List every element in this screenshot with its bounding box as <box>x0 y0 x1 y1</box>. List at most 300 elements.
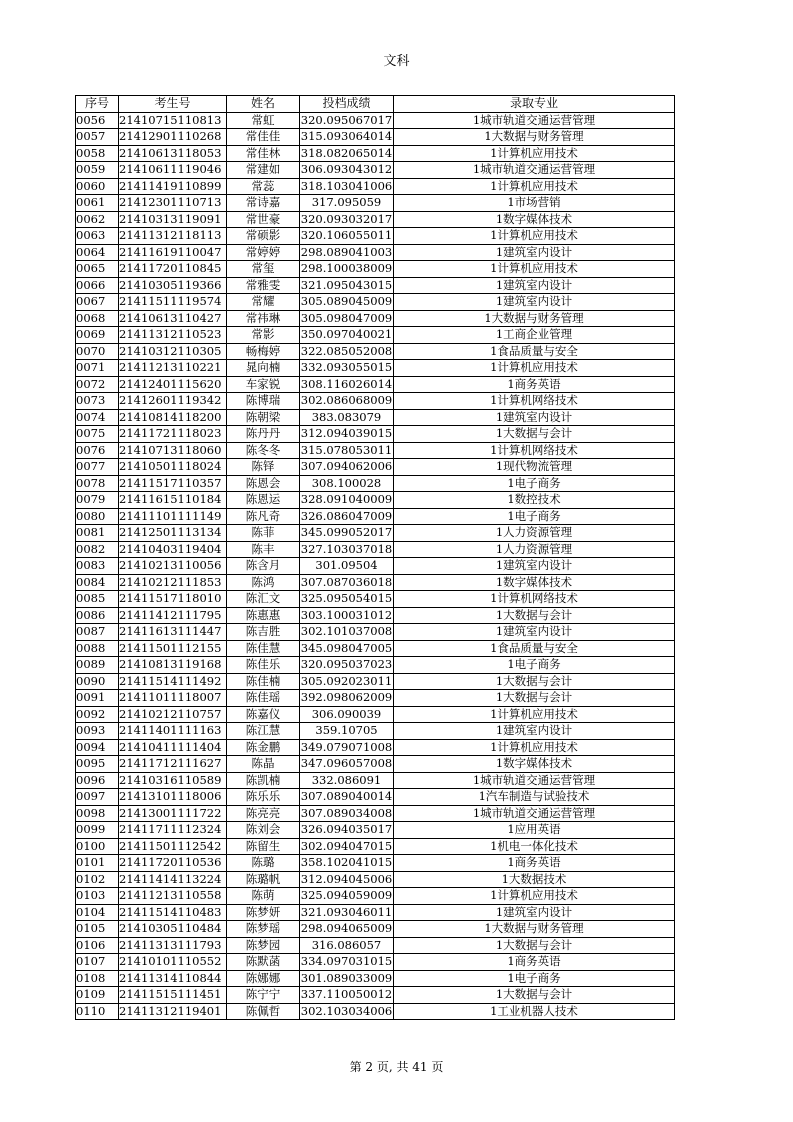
exam-id-cell: 21411213110558 <box>119 888 227 905</box>
exam-id-cell: 21412901110268 <box>119 129 227 146</box>
name-cell: 陈萌 <box>227 888 300 905</box>
name-cell: 陈佳乐 <box>227 657 300 674</box>
exam-id-cell: 21410312110305 <box>119 343 227 360</box>
seq-cell: 0108 <box>76 970 119 987</box>
major-cell: 1大数据与会计 <box>394 426 675 443</box>
seq-cell: 0094 <box>76 739 119 756</box>
score-cell: 308.116026014 <box>300 376 393 391</box>
score-cell: 325.095054015 <box>300 591 393 606</box>
table-row <box>76 723 675 740</box>
major-cell: 1大数据与会计 <box>394 673 675 690</box>
table-row <box>76 706 675 723</box>
name-cell: 陈佳楠 <box>227 673 300 690</box>
exam-id-cell: 21411721118023 <box>119 426 227 443</box>
table-row <box>76 657 675 674</box>
major-cell: 1工商企业管理 <box>394 327 675 344</box>
score-cell: 358.102041015 <box>300 855 393 870</box>
exam-id-cell: 21410316110589 <box>119 772 227 789</box>
seq-cell: 0068 <box>76 310 119 327</box>
major-cell: 1商务英语 <box>394 855 675 872</box>
name-cell: 陈乐乐 <box>227 789 300 806</box>
score-cell: 383.083079 <box>300 409 394 426</box>
score-cell: 318.103041006 <box>300 178 393 193</box>
seq-cell: 0084 <box>76 574 119 591</box>
major-cell: 1人力资源管理 <box>394 541 675 558</box>
seq-cell: 0064 <box>76 244 119 261</box>
seq-cell: 0069 <box>76 327 119 344</box>
exam-id-cell: 21410501118024 <box>119 459 227 476</box>
exam-id-cell: 21411101111149 <box>119 508 227 525</box>
major-cell: 1电子商务 <box>394 657 675 674</box>
name-cell: 陈晶 <box>227 756 300 773</box>
score-cell: 308.100028 <box>300 475 394 492</box>
exam-id-cell: 21410411111404 <box>119 739 227 756</box>
table-row <box>76 426 675 443</box>
exam-id-cell: 21410305119366 <box>119 277 227 294</box>
exam-id-cell: 21410611119046 <box>119 162 227 179</box>
seq-cell: 0096 <box>76 772 119 789</box>
exam-id-cell: 21410212110757 <box>119 706 227 723</box>
major-cell: 1商务英语 <box>394 376 675 393</box>
exam-id-cell: 21411501112155 <box>119 640 227 657</box>
name-cell: 陈汇文 <box>227 591 300 608</box>
table-row <box>76 607 675 624</box>
seq-cell: 0098 <box>76 805 119 822</box>
seq-cell: 0058 <box>76 145 119 162</box>
score-cell: 303.100031012 <box>300 607 393 622</box>
major-cell: 1汽车制造与试验技术 <box>394 789 675 806</box>
name-cell: 陈博瑞 <box>227 393 300 410</box>
seq-cell: 0110 <box>76 1003 119 1020</box>
seq-cell: 0085 <box>76 591 119 608</box>
seq-cell: 0060 <box>76 178 119 195</box>
exam-id-cell: 21410814118200 <box>119 409 227 426</box>
table-row <box>76 855 675 872</box>
seq-cell: 0103 <box>76 888 119 905</box>
table-row <box>76 805 675 822</box>
major-cell: 1建筑室内设计 <box>394 277 675 294</box>
seq-cell: 0056 <box>76 112 119 129</box>
score-cell: 347.096057008 <box>300 756 393 771</box>
name-cell: 陈凡奇 <box>227 508 300 525</box>
table-row <box>76 261 675 278</box>
seq-cell: 0086 <box>76 607 119 624</box>
table-header-row <box>76 96 675 113</box>
seq-cell: 0077 <box>76 459 119 476</box>
exam-id-cell: 21410813119168 <box>119 657 227 674</box>
seq-cell: 0097 <box>76 789 119 806</box>
seq-cell: 0102 <box>76 871 119 888</box>
seq-cell: 0093 <box>76 723 119 740</box>
name-cell: 陈凯楠 <box>227 772 300 789</box>
name-cell: 陈宁宁 <box>227 987 300 1004</box>
table-row <box>76 277 675 294</box>
exam-id-cell: 21410715110813 <box>119 112 227 129</box>
major-cell: 1电子商务 <box>394 475 675 492</box>
exam-id-cell: 21411712111627 <box>119 756 227 773</box>
table-row <box>76 162 675 179</box>
name-cell: 陈含月 <box>227 558 300 575</box>
name-cell: 常玺 <box>227 261 300 278</box>
exam-id-cell: 21413001111722 <box>119 805 227 822</box>
page-footer: 第 2 页, 共 41 页 <box>349 1060 444 1074</box>
name-cell: 陈江慧 <box>227 723 300 740</box>
exam-id-cell: 21413101118006 <box>119 789 227 806</box>
table-row <box>76 772 675 789</box>
major-cell: 1电子商务 <box>394 508 675 525</box>
score-cell: 327.103037018 <box>300 541 393 556</box>
seq-cell: 0057 <box>76 129 119 146</box>
major-cell: 1城市轨道交通运营管理 <box>394 112 675 129</box>
name-cell: 常世豪 <box>227 211 300 228</box>
score-cell: 307.094062006 <box>300 459 393 474</box>
score-cell: 301.09504 <box>300 558 394 575</box>
table-row <box>76 360 675 377</box>
seq-cell: 0100 <box>76 838 119 855</box>
table-row <box>76 343 675 360</box>
major-cell: 1人力资源管理 <box>394 525 675 542</box>
score-cell: 302.103034006 <box>300 1003 393 1018</box>
name-cell: 陈菲 <box>227 525 300 542</box>
exam-id-cell: 21411514110483 <box>119 904 227 921</box>
score-cell: 312.094045006 <box>300 871 393 886</box>
major-cell: 1食品质量与安全 <box>394 640 675 657</box>
exam-id-cell: 21410101110552 <box>119 954 227 971</box>
name-cell: 陈金鹏 <box>227 739 300 756</box>
exam-id-cell: 21411720110845 <box>119 261 227 278</box>
table-row <box>76 822 675 839</box>
name-cell: 常佳佳 <box>227 129 300 146</box>
table-row <box>76 690 675 707</box>
exam-id-cell: 21411517110357 <box>119 475 227 492</box>
name-cell: 常建如 <box>227 162 300 179</box>
name-cell: 常虹 <box>227 112 300 129</box>
seq-cell: 0099 <box>76 822 119 839</box>
major-cell: 1大数据与会计 <box>394 690 675 707</box>
score-cell: 334.097031015 <box>300 954 393 969</box>
exam-id-cell: 21411312119401 <box>119 1003 227 1020</box>
seq-cell: 0089 <box>76 657 119 674</box>
major-cell: 1数字媒体技术 <box>394 756 675 773</box>
table-body <box>76 112 675 1020</box>
seq-cell: 0109 <box>76 987 119 1004</box>
table-row <box>76 541 675 558</box>
seq-cell: 0091 <box>76 690 119 707</box>
seq-cell: 0090 <box>76 673 119 690</box>
name-cell: 常诗嘉 <box>227 195 300 212</box>
name-cell: 陈丹丹 <box>227 426 300 443</box>
major-cell: 1计算机应用技术 <box>394 739 675 756</box>
seq-cell: 0088 <box>76 640 119 657</box>
table-row <box>76 145 675 162</box>
table-row <box>76 442 675 459</box>
exam-id-cell: 21410613110427 <box>119 310 227 327</box>
score-cell: 305.092023011 <box>300 673 393 688</box>
exam-id-cell: 21411619110047 <box>119 244 227 261</box>
score-cell: 306.090039 <box>300 706 394 723</box>
major-cell: 1数控技术 <box>394 492 675 509</box>
score-cell: 306.093043012 <box>300 162 393 177</box>
exam-id-cell: 21411314110844 <box>119 970 227 987</box>
name-cell: 陈璐 <box>227 855 300 872</box>
major-cell: 1电子商务 <box>394 970 675 987</box>
score-cell: 349.079071008 <box>300 739 393 754</box>
seq-cell: 0074 <box>76 409 119 426</box>
score-cell: 301.089033009 <box>300 970 393 985</box>
table-row <box>76 756 675 773</box>
score-cell: 307.089034008 <box>300 805 393 820</box>
seq-cell: 0062 <box>76 211 119 228</box>
seq-cell: 0070 <box>76 343 119 360</box>
score-cell: 305.089045009 <box>300 294 393 309</box>
table-row <box>76 987 675 1004</box>
major-cell: 1计算机应用技术 <box>394 261 675 278</box>
table-row <box>76 459 675 476</box>
name-cell: 晁向楠 <box>227 360 300 377</box>
major-cell: 1计算机应用技术 <box>394 145 675 162</box>
score-cell: 305.098047009 <box>300 310 393 325</box>
major-cell: 1大数据与财务管理 <box>394 310 675 327</box>
table-row <box>76 112 675 129</box>
table-row <box>76 475 675 492</box>
score-cell: 325.094059009 <box>300 888 393 903</box>
score-cell: 302.101037008 <box>300 624 393 639</box>
table-row <box>76 1003 675 1020</box>
major-cell: 1建筑室内设计 <box>394 723 675 740</box>
table-row <box>76 393 675 410</box>
page-title: 文科 <box>383 54 410 69</box>
exam-id-cell: 21411412111795 <box>119 607 227 624</box>
major-cell: 1工业机器人技术 <box>394 1003 675 1020</box>
major-cell: 1城市轨道交通运营管理 <box>394 772 675 789</box>
name-cell: 陈恩会 <box>227 475 300 492</box>
score-cell: 337.110050012 <box>300 987 393 1002</box>
exam-id-cell: 21410213110056 <box>119 558 227 575</box>
score-cell: 359.10705 <box>300 723 394 740</box>
exam-id-cell: 21411501112542 <box>119 838 227 855</box>
score-cell: 321.093046011 <box>300 904 393 919</box>
major-cell: 1大数据技术 <box>394 871 675 888</box>
table-row <box>76 937 675 954</box>
name-cell: 陈吉胜 <box>227 624 300 641</box>
seq-cell: 0078 <box>76 475 119 492</box>
seq-cell: 0092 <box>76 706 119 723</box>
seq-cell: 0072 <box>76 376 119 393</box>
name-cell: 陈梦妍 <box>227 904 300 921</box>
exam-id-cell: 21412401115620 <box>119 376 227 393</box>
exam-id-cell: 21411720110536 <box>119 855 227 872</box>
header-major: 录取专业 <box>394 96 675 113</box>
score-cell: 320.095037023 <box>300 657 393 672</box>
table-row <box>76 228 675 245</box>
name-cell: 常影 <box>227 327 300 344</box>
name-cell: 陈梦园 <box>227 937 300 954</box>
exam-id-cell: 21411213110221 <box>119 360 227 377</box>
table-row <box>76 508 675 525</box>
seq-cell: 0082 <box>76 541 119 558</box>
exam-id-cell: 21411511119574 <box>119 294 227 311</box>
exam-id-cell: 21411401111163 <box>119 723 227 740</box>
score-cell: 316.086057 <box>300 937 394 954</box>
score-cell: 320.095067017 <box>300 112 393 127</box>
seq-cell: 0071 <box>76 360 119 377</box>
score-cell: 298.089041003 <box>300 244 393 259</box>
seq-cell: 0065 <box>76 261 119 278</box>
name-cell: 常祎琳 <box>227 310 300 327</box>
score-cell: 332.086091 <box>300 772 394 789</box>
name-cell: 陈嘉仪 <box>227 706 300 723</box>
exam-id-cell: 21412301110713 <box>119 195 227 212</box>
score-cell: 302.086068009 <box>300 393 393 408</box>
major-cell: 1建筑室内设计 <box>394 904 675 921</box>
table-row <box>76 640 675 657</box>
table-row <box>76 492 675 509</box>
score-cell: 322.085052008 <box>300 343 393 358</box>
score-cell: 312.094039015 <box>300 426 393 441</box>
major-cell: 1大数据与会计 <box>394 607 675 624</box>
seq-cell: 0095 <box>76 756 119 773</box>
table-row <box>76 904 675 921</box>
major-cell: 1计算机应用技术 <box>394 178 675 195</box>
admission-table <box>75 95 675 1020</box>
name-cell: 陈留生 <box>227 838 300 855</box>
seq-cell: 0104 <box>76 904 119 921</box>
major-cell: 1城市轨道交通运营管理 <box>394 805 675 822</box>
header-exam-id: 考生号 <box>119 96 227 113</box>
seq-cell: 0107 <box>76 954 119 971</box>
exam-id-cell: 21410713118060 <box>119 442 227 459</box>
major-cell: 1应用英语 <box>394 822 675 839</box>
major-cell: 1大数据与财务管理 <box>394 921 675 938</box>
major-cell: 1计算机网络技术 <box>394 591 675 608</box>
exam-id-cell: 21410313119091 <box>119 211 227 228</box>
exam-id-cell: 21411419110899 <box>119 178 227 195</box>
score-cell: 321.095043015 <box>300 277 393 292</box>
score-cell: 320.106055011 <box>300 228 393 243</box>
seq-cell: 0083 <box>76 558 119 575</box>
major-cell: 1建筑室内设计 <box>394 294 675 311</box>
name-cell: 陈璐帆 <box>227 871 300 888</box>
major-cell: 1计算机应用技术 <box>394 888 675 905</box>
exam-id-cell: 21411312118113 <box>119 228 227 245</box>
table-row <box>76 888 675 905</box>
header-name: 姓名 <box>227 96 300 113</box>
name-cell: 畅梅婷 <box>227 343 300 360</box>
table-row <box>76 591 675 608</box>
major-cell: 1建筑室内设计 <box>394 244 675 261</box>
seq-cell: 0101 <box>76 855 119 872</box>
exam-id-cell: 21412601119342 <box>119 393 227 410</box>
score-cell: 307.087036018 <box>300 574 393 589</box>
major-cell: 1计算机网络技术 <box>394 393 675 410</box>
major-cell: 1机电一体化技术 <box>394 838 675 855</box>
major-cell: 1计算机应用技术 <box>394 228 675 245</box>
major-cell: 1城市轨道交通运营管理 <box>394 162 675 179</box>
score-cell: 320.093032017 <box>300 211 393 226</box>
header-seq: 序号 <box>76 96 119 113</box>
name-cell: 陈娜娜 <box>227 970 300 987</box>
seq-cell: 0067 <box>76 294 119 311</box>
table-row <box>76 673 675 690</box>
exam-id-cell: 21411711112324 <box>119 822 227 839</box>
table-row <box>76 129 675 146</box>
major-cell: 1计算机应用技术 <box>394 360 675 377</box>
table-row <box>76 954 675 971</box>
exam-id-cell: 21410212111853 <box>119 574 227 591</box>
table-row <box>76 838 675 855</box>
name-cell: 陈鸿 <box>227 574 300 591</box>
name-cell: 陈刘会 <box>227 822 300 839</box>
exam-id-cell: 21410305110484 <box>119 921 227 938</box>
major-cell: 1大数据与会计 <box>394 987 675 1004</box>
name-cell: 车家锐 <box>227 376 300 393</box>
seq-cell: 0087 <box>76 624 119 641</box>
major-cell: 1大数据与财务管理 <box>394 129 675 146</box>
exam-id-cell: 21410403119404 <box>119 541 227 558</box>
major-cell: 1市场营销 <box>394 195 675 212</box>
table-row <box>76 921 675 938</box>
major-cell: 1现代物流管理 <box>394 459 675 476</box>
seq-cell: 0066 <box>76 277 119 294</box>
score-cell: 298.094065009 <box>300 921 393 936</box>
table-row <box>76 789 675 806</box>
exam-id-cell: 21411514111492 <box>119 673 227 690</box>
seq-cell: 0106 <box>76 937 119 954</box>
header-score: 投档成绩 <box>300 96 394 113</box>
score-cell: 326.086047009 <box>300 508 393 523</box>
name-cell: 陈梦瑶 <box>227 921 300 938</box>
exam-id-cell: 21410613118053 <box>119 145 227 162</box>
name-cell: 陈恩运 <box>227 492 300 509</box>
name-cell: 陈丰 <box>227 541 300 558</box>
score-cell: 392.098062009 <box>300 690 393 705</box>
score-cell: 345.098047005 <box>300 640 393 655</box>
exam-id-cell: 21411313111793 <box>119 937 227 954</box>
table-row <box>76 376 675 393</box>
major-cell: 1建筑室内设计 <box>394 558 675 575</box>
exam-id-cell: 21411615110184 <box>119 492 227 509</box>
table-row <box>76 558 675 575</box>
name-cell: 陈默菡 <box>227 954 300 971</box>
seq-cell: 0105 <box>76 921 119 938</box>
score-cell: 298.100038009 <box>300 261 393 276</box>
name-cell: 陈冬冬 <box>227 442 300 459</box>
table-row <box>76 294 675 311</box>
name-cell: 常雅雯 <box>227 277 300 294</box>
major-cell: 1数字媒体技术 <box>394 211 675 228</box>
table-row <box>76 244 675 261</box>
exam-id-cell: 21411517118010 <box>119 591 227 608</box>
table-row <box>76 624 675 641</box>
seq-cell: 0073 <box>76 393 119 410</box>
seq-cell: 0081 <box>76 525 119 542</box>
major-cell: 1计算机网络技术 <box>394 442 675 459</box>
score-cell: 350.097040021 <box>300 327 393 342</box>
name-cell: 常佳林 <box>227 145 300 162</box>
exam-id-cell: 21411613111447 <box>119 624 227 641</box>
name-cell: 常蕊 <box>227 178 300 195</box>
exam-id-cell: 21411011118007 <box>119 690 227 707</box>
name-cell: 陈惠惠 <box>227 607 300 624</box>
table-row <box>76 178 675 195</box>
score-cell: 328.091040009 <box>300 492 393 507</box>
seq-cell: 0059 <box>76 162 119 179</box>
table-row <box>76 574 675 591</box>
name-cell: 陈佩哲 <box>227 1003 300 1020</box>
table-row <box>76 310 675 327</box>
major-cell: 1大数据与会计 <box>394 937 675 954</box>
seq-cell: 0075 <box>76 426 119 443</box>
